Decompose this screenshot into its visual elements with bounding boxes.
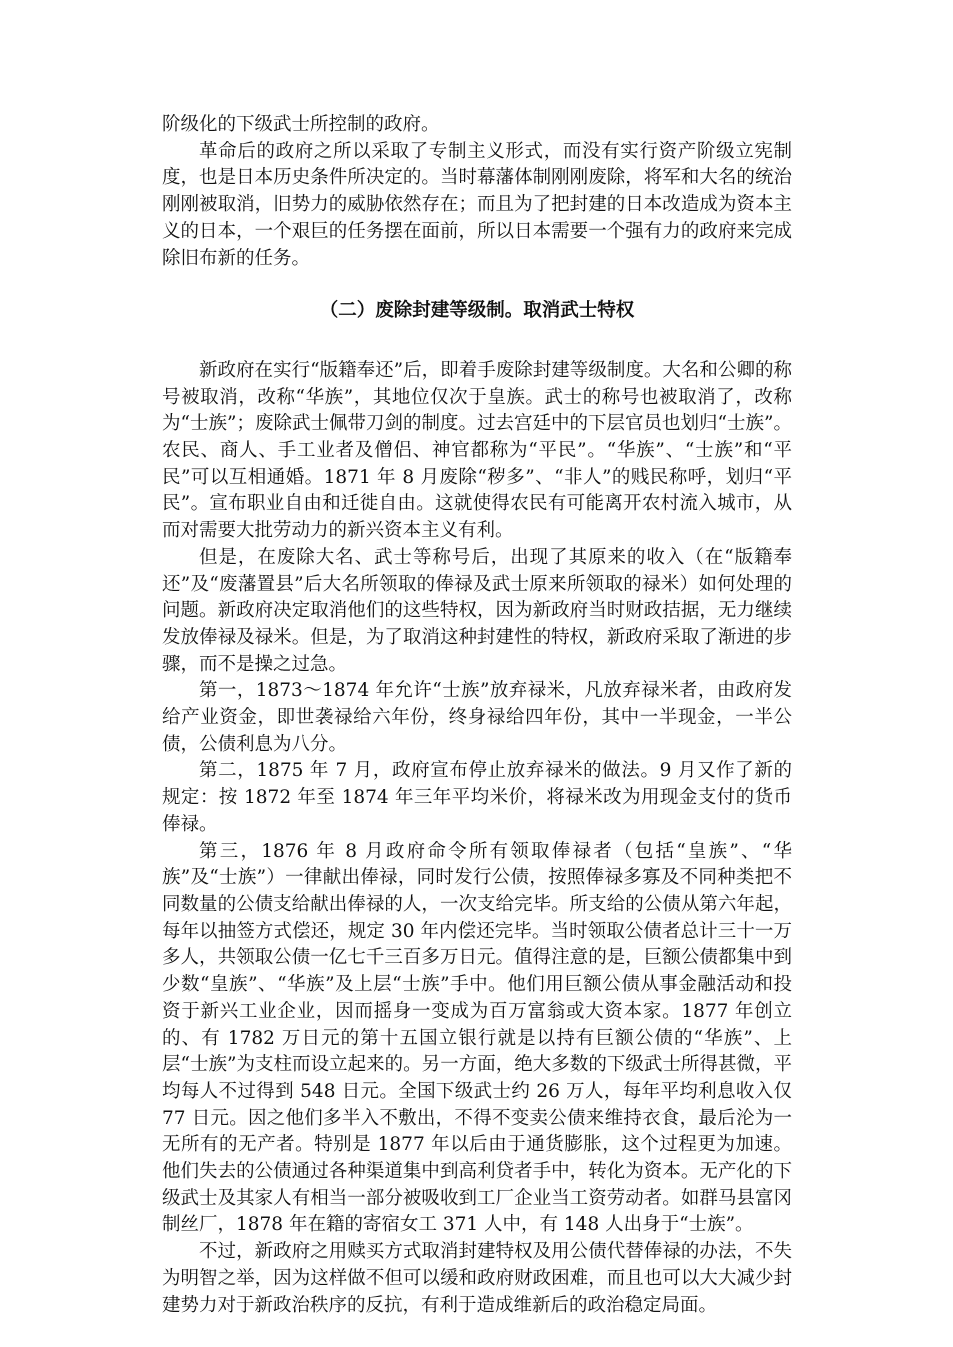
paragraph: 新政府在实行“版籍奉还”后，即着手废除封建等级制度。大名和公卿的称号被取消，改称“华族”，其地位仅次于皇族。武士的称号也被取消了，改称为“士族”；废除武士佩带刀剑的制度。过去宫廷中的下层官员也划归“士族”。农民、商人、手工业者及僧侣、神官都称为“平民”。“华族”、“士族”和“平民”可以互相通婚。1871 年 8 月废除“秽多”、“非人”的贱民称呼，划归“平民”。宣布职业自由和迁徙自由。这就使得农民有可能离开农村流入城市，从而对需要大批劳动力的新兴资本主义有利。 bbox=[162, 359, 792, 542]
paragraph: 第三，1876 年 8 月政府命令所有领取俸禄者（包括“皇族”、“华族”及“士族”）一律献出俸禄，同时发行公债，按照俸禄多寡及不同种类把不同数量的公债支给献出俸禄的人，一次支给完毕。所支给的公债从第六年起，每年以抽签方式偿还，规定 30 年内偿还完毕。当时领取公债者总计三十一万多人，共领取公债一亿七千三百多万日元。值得注意的是，巨额公债都集中到少数“皇族”、“华族”及上层“士族”手中。他们用巨额公债从事金融活动和投资于新兴工业企业，因而摇身一变成为百万富翁或大资本家。1877 年创立的、有 1782 万日元的第十五国立银行就是以持有巨额公债的“华族”、上层“士族”为支柱而设立起来的。另一方面，绝大多数的下级武士所得甚微，平均每人不过得到 548 日元。全国下级武士约 26 万人，每年平均利息收入仅 77 日元。因之他们多半入不敷出，不得不变卖公债来维持衣食，最后沦为一无所有的无产者。特别是 1877 年以后由于通货膨胀，这个过程更为加速。他们失去的公债通过各种渠道集中到高利贷者手中，转化为资本。无产化的下级武士及其家人有相当一部分被吸收到工厂企业当工资劳动者。如群马县富冈制丝厂，1878 年在籍的寄宿女工 371 人中，有 148 人出身于“士族”。 bbox=[162, 840, 792, 1236]
document-page bbox=[162, 112, 792, 1319]
spacer bbox=[162, 272, 792, 298]
spacer bbox=[162, 325, 792, 358]
section-heading: （二）废除封建等级制。取消武士特权 bbox=[319, 300, 635, 322]
paragraph: 不过，新政府之用赎买方式取消封建特权及用公债代替俸禄的办法，不失为明智之举，因为这样做不但可以缓和政府财政困难，而且也可以大大减少封建势力对于新政治秩序的反抗，有利于造成维新后的政治稳定局面。 bbox=[162, 1241, 792, 1316]
paragraph: 但是，在废除大名、武士等称号后，出现了其原来的收入（在“版籍奉还”及“废藩置县”后大名所领取的俸禄及武士原来所领取的禄米）如何处理的问题。新政府决定取消他们的这些特权，因为新政府当时财政拮据，无力继续发放俸禄及禄米。但是，为了取消这种封建性的特权，新政府采取了渐进的步骤，而不是操之过急。 bbox=[162, 546, 792, 675]
paragraph: 第一，1873～1874 年允许“士族”放弃禄米，凡放弃禄米者，由政府发给产业资金，即世袭禄给六年份，终身禄给四年份，其中一半现金，一半公债，公债利息为八分。 bbox=[162, 680, 792, 755]
paragraph: 革命后的政府之所以采取了专制主义形式，而没有实行资产阶级立宪制度，也是日本历史条件所决定的。当时幕藩体制刚刚废除，将军和大名的统治刚刚被取消，旧势力的威胁依然存在；而且为了把封建的日本改造成为资本主义的日本，一个艰巨的任务摆在面前，所以日本需要一个强有力的政府来完成除旧布新的任务。 bbox=[162, 140, 792, 269]
paragraph: 阶级化的下级武士所控制的政府。 bbox=[162, 114, 440, 135]
paragraph: 第二，1875 年 7 月，政府宣布停止放弃禄米的做法。9 月又作了新的规定：按 1872 年至 1874 年三年平均米价，将禄米改为用现金支付的货币俸禄。 bbox=[162, 760, 792, 835]
